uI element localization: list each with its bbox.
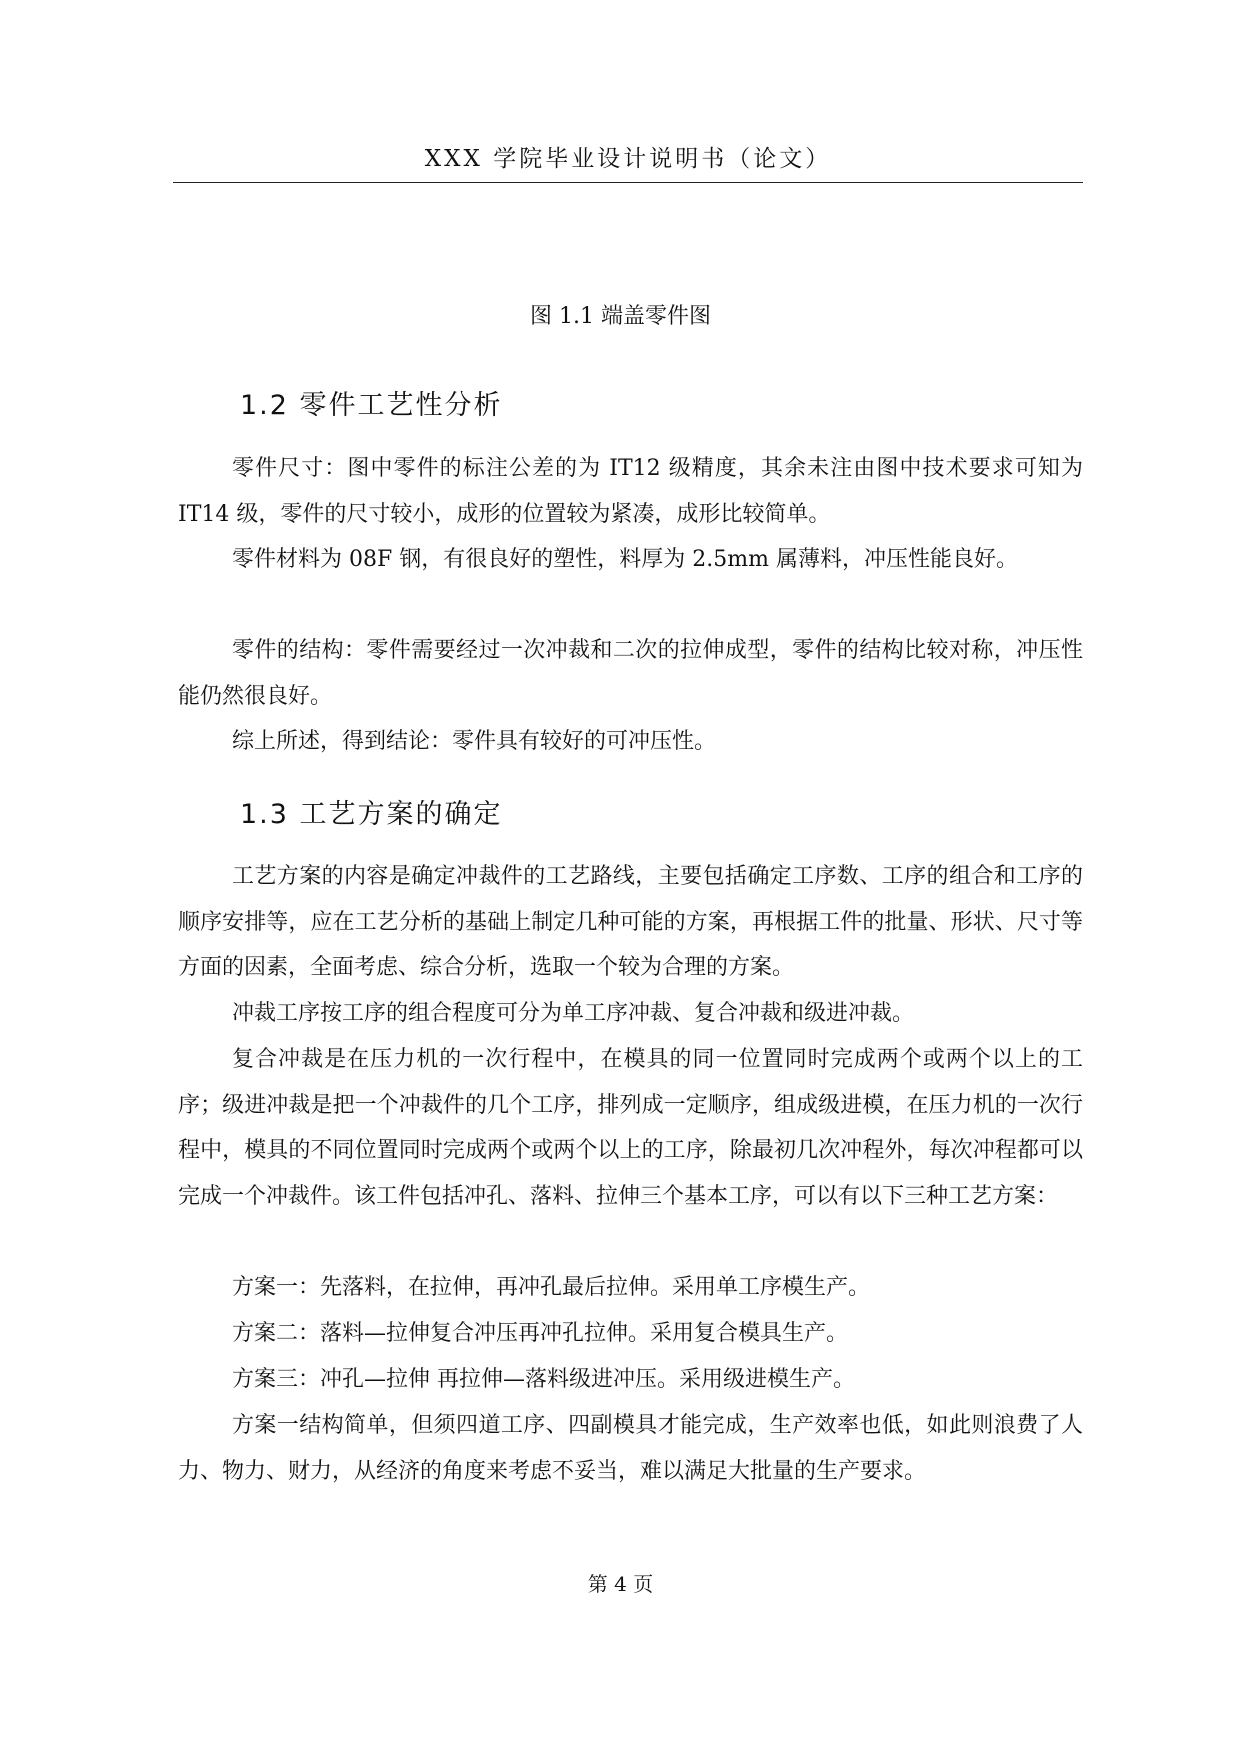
- paragraph-part-dimensions: 零件尺寸：图中零件的标注公差的为 IT12 级精度，其余未注由图中技术要求可知为 IT14 级，零件的尺寸较小，成形的位置较为紧凑，成形比较简单。: [178, 456, 1083, 527]
- paragraph-plan-two: 方案二：落料—拉伸复合冲压再冲孔拉伸。采用复合模具生产。: [232, 1321, 849, 1346]
- paragraph-part-structure: 零件的结构：零件需要经过一次冲裁和二次的拉伸成型，零件的结构比较对称，冲压性能仍然很良好。: [178, 638, 1083, 709]
- paragraph-blanking-types: 冲裁工序按工序的组合程度可分为单工序冲裁、复合冲裁和级进冲裁。: [232, 1001, 915, 1026]
- paragraph-compound-progressive: 复合冲裁是在压力机的一次行程中，在模具的同一位置同时完成两个或两个以上的工序；级进冲裁是把一个冲裁件的几个工序，排列成一定顺序，组成级进模，在压力机的一次行程中，模具的不同位置同时完成两个或两个以上的工序，除最初几次冲程外，每次冲程都可以完成一个冲裁件。该工件包括冲孔、落料、拉伸三个基本工序，可以有以下三种工艺方案：: [178, 1047, 1083, 1209]
- figure-caption: 图 1.1 端盖零件图: [530, 304, 711, 329]
- paragraph-plan-one: 方案一：先落料，在拉伸，再冲孔最后拉伸。采用单工序模生产。: [232, 1275, 871, 1300]
- paragraph-part-material: 零件材料为 08F 钢，有很良好的塑性，料厚为 2.5mm 属薄料，冲压性能良好。: [232, 547, 1018, 572]
- page-number: 第 4 页: [587, 1572, 654, 1596]
- section-heading-1-2: 1.2 零件工艺性分析: [240, 390, 503, 421]
- header-title: XXX 学院毕业设计说明书（论文）: [424, 146, 832, 172]
- paragraph-plan-one-evaluation: 方案一结构简单，但须四道工序、四副模具才能完成，生产效率也低，如此则浪费了人力、物力、财力，从经济的角度来考虑不妥当，难以满足大批量的生产要求。: [178, 1413, 1083, 1484]
- section-heading-1-3: 1.3 工艺方案的确定: [240, 799, 503, 830]
- paragraph-conclusion: 综上所述，得到结论：零件具有较好的可冲压性。: [232, 729, 717, 754]
- page-header: [173, 140, 1083, 183]
- paragraph-process-plan-content: 工艺方案的内容是确定冲裁件的工艺路线，主要包括确定工序数、工序的组合和工序的顺序安排等，应在工艺分析的基础上制定几种可能的方案，再根据工件的批量、形状、尺寸等方面的因素，全面考虑、综合分析，选取一个较为合理的方案。: [178, 864, 1083, 980]
- paragraph-plan-three: 方案三：冲孔—拉伸 再拉伸—落料级进冲压。采用级进模生产。: [232, 1367, 855, 1392]
